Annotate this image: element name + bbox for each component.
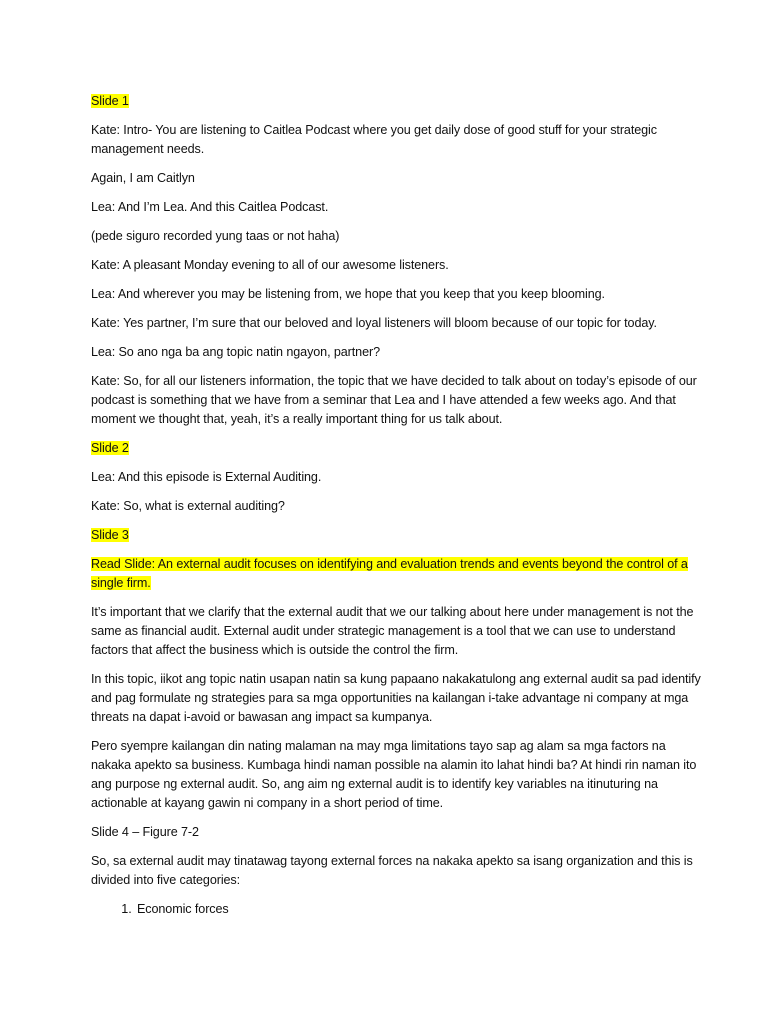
paragraph: Lea: And wherever you may be listening from, we hope that you keep that you keep blooming.	[91, 287, 605, 301]
paragraph: Lea: And this episode is External Auditing.	[91, 470, 322, 484]
paragraph: In this topic, iikot ang topic natin usapan natin sa kung papaano nakakatulong ang external audit sa pad identify and pag formulate ng strategies para sa mga opportunities na kailangan i-take advantage ni company at mga threats na dapat i-avoid or bawasan ang impact sa kumpanya.	[91, 672, 701, 724]
slide-3-heading	[91, 526, 708, 545]
paragraph: Again, I am Caitlyn	[91, 171, 195, 185]
paragraph: Kate: So, for all our listeners information, the topic that we have decided to talk about on today’s episode of our podcast is something that we have from a seminar that Lea and I have attended a few weeks ago. And that moment we thought that, yeah, it’s a really important thing for us talk about.	[91, 374, 697, 426]
slide-1-heading	[91, 92, 708, 111]
paragraph: It’s important that we clarify that the external audit that we our talking about here under management is not the same as financial audit. External audit under strategic management is a tool that we can use to understand factors that affect the business which is outside the control the firm.	[91, 605, 694, 657]
read-slide-paragraph	[91, 555, 708, 593]
paragraph: Kate: So, what is external auditing?	[91, 499, 285, 513]
paragraph: Kate: Yes partner, I’m sure that our beloved and loyal listeners will bloom because of our topic for today.	[91, 316, 657, 330]
highlight: Slide 3	[91, 528, 129, 542]
paragraph: Kate: Intro- You are listening to Caitlea Podcast where you get daily dose of good stuff for your strategic management needs.	[91, 123, 657, 156]
paragraph: So, sa external audit may tinatawag tayong external forces na nakaka apekto sa isang organization and this is divided into five categories:	[91, 854, 693, 887]
forces-list	[91, 900, 708, 919]
highlight: Read Slide: An external audit focuses on identifying and evaluation trends and events beyond the control of a single firm.	[91, 557, 688, 590]
paragraph: Lea: And I’m Lea. And this Caitlea Podcast.	[91, 200, 329, 214]
paragraph: Pero syempre kailangan din nating malaman na may mga limitations tayo sap ag alam sa mga factors na nakaka apekto sa business. Kumbaga hindi naman possible na alamin ito lahat hindi ba? At hindi rin naman ito ang purpose ng external audit. So, ang aim ng external audit is to identify key variables na itinuturing na actionable at kayang gawin ni company in a short period of time.	[91, 739, 697, 810]
highlight: Slide 1	[91, 94, 129, 108]
paragraph: Kate: A pleasant Monday evening to all of our awesome listeners.	[91, 258, 449, 272]
slide-2-heading	[91, 439, 708, 458]
paragraph: (pede siguro recorded yung taas or not haha)	[91, 229, 340, 243]
highlight: Slide 2	[91, 441, 129, 455]
slide-4-heading: Slide 4 – Figure 7-2	[91, 825, 199, 839]
list-item: 1. Economic forces	[135, 900, 708, 919]
paragraph: Lea: So ano nga ba ang topic natin ngayon, partner?	[91, 345, 380, 359]
